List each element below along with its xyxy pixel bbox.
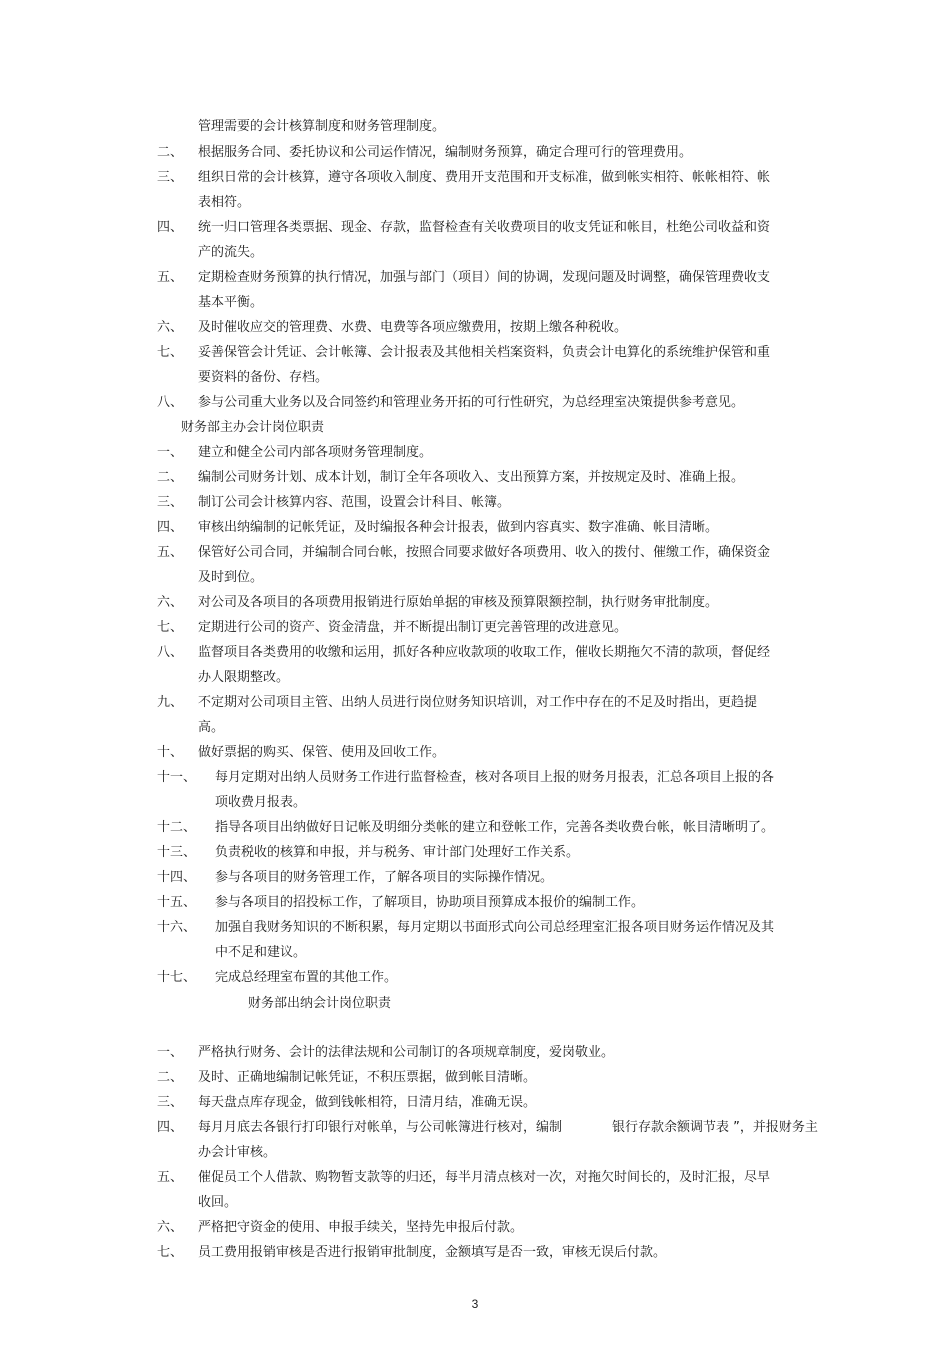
- list-item-text: 参与各项目的招投标工作，了解项目，协助项目预算成本报价的编制工作。: [215, 895, 645, 910]
- list-item-number: 四、: [157, 1120, 184, 1135]
- list-item-number: 六、: [157, 1220, 184, 1235]
- list-item-number: 二、: [157, 1070, 184, 1085]
- page-number: 3: [471, 1297, 479, 1311]
- list-item-text: 定期检查财务预算的执行情况，加强与部门（项目）间的协调，发现问题及时调整，确保管理费收支: [198, 270, 771, 285]
- list-item-text: 及时催收应交的管理费、水费、电费等各项应缴费用，按期上缴各种税收。: [198, 320, 628, 335]
- list-item-text: 参与各项目的财务管理工作，了解各项目的实际操作情况。: [215, 870, 554, 885]
- list-item-number: 九、: [157, 695, 184, 710]
- list-item-text: 建立和健全公司内部各项财务管理制度。: [198, 445, 433, 460]
- list-item-text: 完成总经理室布置的其他工作。: [215, 970, 398, 985]
- list-item-text: 严格把守资金的使用、申报手续关，坚持先申报后付款。: [198, 1220, 524, 1235]
- list-item-number: 六、: [157, 595, 184, 610]
- list-item-number: 十、: [157, 745, 184, 760]
- list-item-text: 每月月底去各银行打印银行对帐单，与公司帐簿进行核对，编制: [198, 1120, 563, 1135]
- list-item-number: 十五、: [157, 895, 197, 910]
- list-item-text: 每天盘点库存现金，做到钱帐相符，日清月结，准确无误。: [198, 1095, 537, 1110]
- list-item-text: 高。: [198, 720, 225, 735]
- list-item-text: 办会计审核。: [198, 1145, 277, 1160]
- list-item-text: 要资料的备份、存档。: [198, 370, 329, 385]
- list-item-text: 中不足和建议。: [215, 945, 307, 960]
- list-item-text-extra: 银行存款余额调节表 ”，并报财务主: [612, 1120, 818, 1135]
- list-item-text: 根据服务合同、委托协议和公司运作情况，编制财务预算，确定合理可行的管理费用。: [198, 145, 693, 160]
- list-item-text: 做好票据的购买、保管、使用及回收工作。: [198, 745, 446, 760]
- list-item-number: 四、: [157, 220, 184, 235]
- list-item-text: 不定期对公司项目主管、出纳人员进行岗位财务知识培训，对工作中存在的不足及时指出，更趋提: [198, 695, 758, 710]
- list-item-number: 十一、: [157, 770, 197, 785]
- list-item-text: 加强自我财务知识的不断积累，每月定期以书面形式向公司总经理室汇报各项目财务运作情况及其: [215, 920, 775, 935]
- list-item-text: 基本平衡。: [198, 295, 264, 310]
- section-title: 财务部出纳会计岗位职责: [248, 996, 392, 1011]
- list-item-number: 三、: [157, 1095, 184, 1110]
- list-item-text: 严格执行财务、会计的法律法规和公司制订的各项规章制度，爱岗敬业。: [198, 1045, 615, 1060]
- list-item-text: 每月定期对出纳人员财务工作进行监督检查，核对各项目上报的财务月报表，汇总各项目上报的各: [215, 770, 775, 785]
- list-item-number: 六、: [157, 320, 184, 335]
- list-item-number: 八、: [157, 395, 184, 410]
- list-item-number: 八、: [157, 645, 184, 660]
- list-item-text: 产的流失。: [198, 245, 264, 260]
- list-item-text: 项收费月报表。: [215, 795, 307, 810]
- list-item-text: 妥善保管会计凭证、会计帐簿、会计报表及其他相关档案资料，负责会计电算化的系统维护保管和重: [198, 345, 771, 360]
- list-item-text: 员工费用报销审核是否进行报销审批制度，金额填写是否一致，审核无误后付款。: [198, 1245, 667, 1260]
- list-item-number: 二、: [157, 470, 184, 485]
- list-item-text: 对公司及各项目的各项费用报销进行原始单据的审核及预算限额控制，执行财务审批制度。: [198, 595, 719, 610]
- list-item-number: 十二、: [157, 820, 197, 835]
- list-item-text: 组织日常的会计核算，遵守各项收入制度、费用开支范围和开支标准，做到帐实相符、帐帐相符、帐: [198, 170, 771, 185]
- list-item-number: 十三、: [157, 845, 197, 860]
- list-item-text: 统一归口管理各类票据、现金、存款，监督检查有关收费项目的收支凭证和帐目，杜绝公司收益和资: [198, 220, 771, 235]
- list-item-number: 五、: [157, 270, 184, 285]
- list-item-text: 审核出纳编制的记帐凭证，及时编报各种会计报表，做到内容真实、数字准确、帐目清晰。: [198, 520, 719, 535]
- list-item-text: 及时到位。: [198, 570, 264, 585]
- list-item-text: 负责税收的核算和申报，并与税务、审计部门处理好工作关系。: [215, 845, 580, 860]
- list-item-number: 五、: [157, 1170, 184, 1185]
- list-item-text: 监督项目各类费用的收缴和运用，抓好各种应收款项的收取工作，催收长期拖欠不清的款项，督促经: [198, 645, 771, 660]
- list-item-text: 催促员工个人借款、购物暂支款等的归还，每半月清点核对一次，对拖欠时间长的，及时汇报，尽早: [198, 1170, 771, 1185]
- list-item-text: 保管好公司合同，并编制合同台帐，按照合同要求做好各项费用、收入的拨付、催缴工作，确保资金: [198, 545, 771, 560]
- list-item-number: 十四、: [157, 870, 197, 885]
- list-item-number: 七、: [157, 345, 184, 360]
- list-item-number: 七、: [157, 620, 184, 635]
- list-item-text: 表相符。: [198, 195, 251, 210]
- list-item-text: 收回。: [198, 1195, 238, 1210]
- list-item-number: 二、: [157, 145, 184, 160]
- list-item-number: 十六、: [157, 920, 197, 935]
- list-item-number: 四、: [157, 520, 184, 535]
- list-item-text: 定期进行公司的资产、资金清盘，并不断提出制订更完善管理的改进意见。: [198, 620, 628, 635]
- list-item-number: 七、: [157, 1245, 184, 1260]
- list-item-number: 一、: [157, 1045, 184, 1060]
- list-item-number: 一、: [157, 445, 184, 460]
- list-item-number: 三、: [157, 170, 184, 185]
- list-item-text: 办人限期整改。: [198, 670, 290, 685]
- list-item-text: 指导各项目出纳做好日记帐及明细分类帐的建立和登帐工作，完善各类收费台帐，帐目清晰明了。: [215, 820, 775, 835]
- list-item-number: 三、: [157, 495, 184, 510]
- list-item-text: 制订公司会计核算内容、范围，设置会计科目、帐簿。: [198, 495, 511, 510]
- list-item-text: 及时、正确地编制记帐凭证，不积压票据，做到帐目清晰。: [198, 1070, 537, 1085]
- list-item-text: 参与公司重大业务以及合同签约和管理业务开拓的可行性研究，为总经理室决策提供参考意见。: [198, 395, 745, 410]
- list-item-number: 十七、: [157, 970, 197, 985]
- list-item-text: 编制公司财务计划、成本计划，制订全年各项收入、支出预算方案，并按规定及时、准确上报。: [198, 470, 745, 485]
- intro-line: 管理需要的会计核算制度和财务管理制度。: [198, 119, 446, 134]
- list-item-number: 五、: [157, 545, 184, 560]
- section-title: 财务部主办会计岗位职责: [181, 420, 325, 435]
